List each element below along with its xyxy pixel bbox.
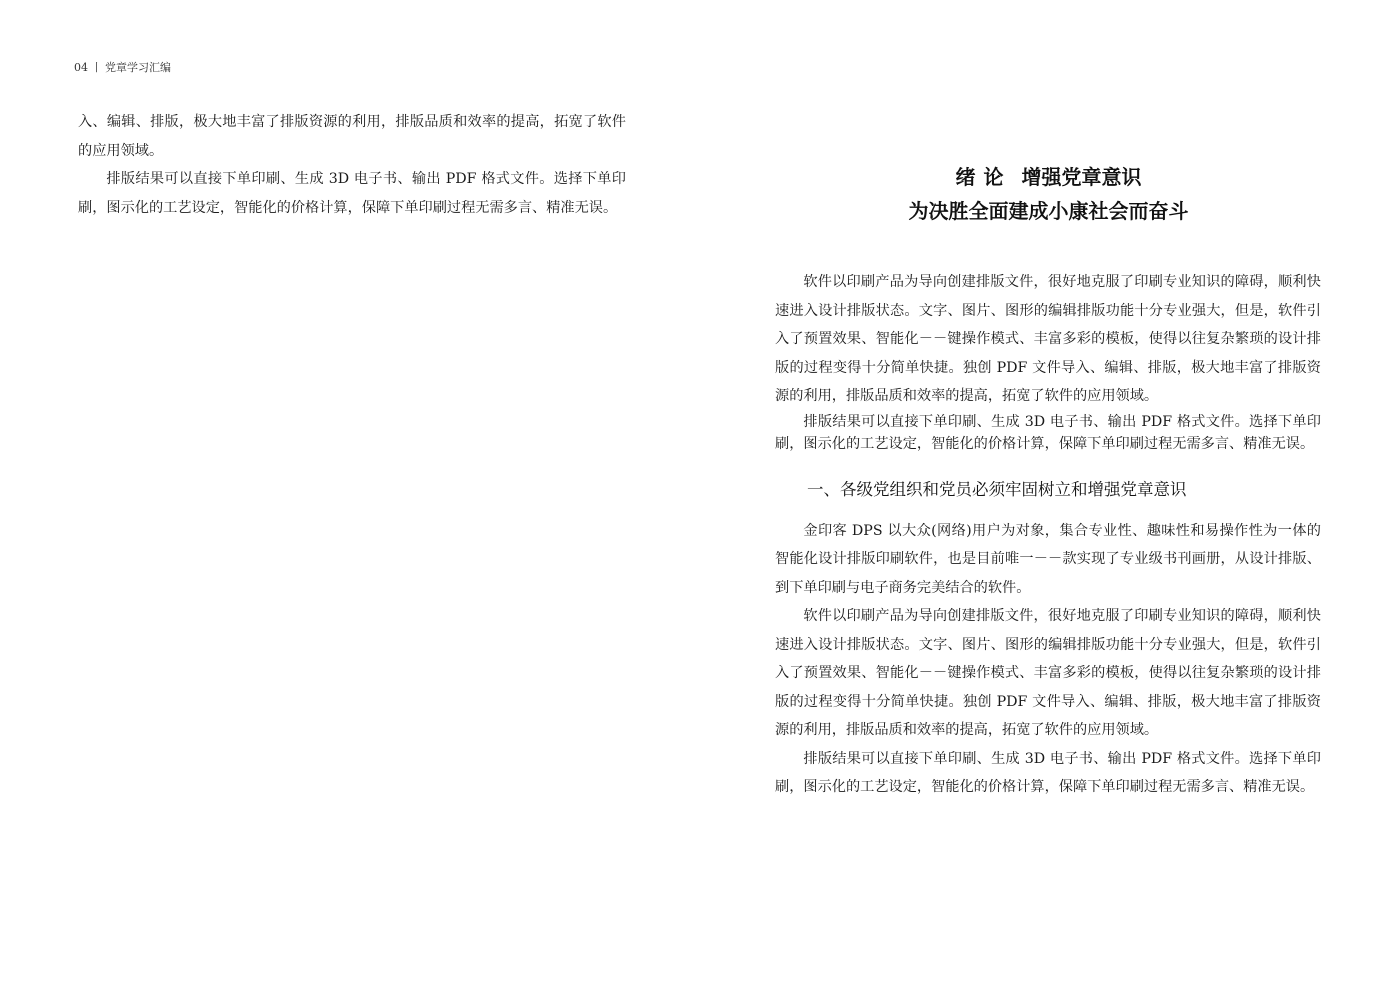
section-paragraph: 软件以印刷产品为导向创建排版文件，很好地克服了印刷专业知识的障碍，顺利快速进入设计排版状态。文字、图片、图形的编辑排版功能十分专业强大，但是，软件引入了预置效果、智能化－－键操作模式、丰富多彩的模板，使得以往复杂繁琐的设计排版的过程变得十分简单快捷。独创 PDF 文件导入、编辑、排版，极大地丰富了排版资源的利用，排版品质和效率的提高，拓宽了软件的应用领域。	[775, 608, 1321, 738]
chapter-subtitle: 为决胜全面建成小康社会而奋斗	[908, 199, 1189, 223]
intro-paragraph: 软件以印刷产品为导向创建排版文件，很好地克服了印刷专业知识的障碍，顺利快速进入设计排版状态。文字、图片、图形的编辑排版功能十分专业强大，但是，软件引入了预置效果、智能化－－键操作模式、丰富多彩的模板，使得以往复杂繁琐的设计排版的过程变得十分简单快捷。独创 PDF 文件导入、编辑、排版，极大地丰富了排版资源的利用，排版品质和效率的提高，拓宽了软件的应用领域。	[775, 274, 1321, 404]
header-separator: 丨	[91, 61, 102, 74]
chapter-title-line-1	[699, 160, 1398, 194]
running-header	[74, 60, 171, 76]
left-page-body	[78, 108, 626, 222]
section-paragraph: 金印客 DPS 以大众(网络)用户为对象，集合专业性、趣味性和易操作性为一体的智能化设计排版印刷软件，也是目前唯一－－款实现了专业级书刊画册，从设计排版、到下单印刷与电子商务完美结合的软件。	[775, 522, 1321, 596]
section-gap	[775, 455, 1321, 475]
chapter-title-main: 增强党章意识	[1021, 165, 1142, 189]
chapter-title	[699, 160, 1398, 228]
page-number: 04	[74, 61, 88, 74]
left-paragraph-continued: 入、编辑、排版，极大地丰富了排版资源的利用，排版品质和效率的提高，拓宽了软件的应用领域。	[78, 114, 626, 159]
section-heading: 一、各级党组织和党员必须牢固树立和增强党章意识	[807, 479, 1187, 499]
section-paragraph: 排版结果可以直接下单印刷、生成 3D 电子书、输出 PDF 格式文件。选择下单印刷，图示化的工艺设定，智能化的价格计算，保障下单印刷过程无需多言、精准无误。	[775, 750, 1321, 795]
chapter-label: 绪论	[955, 165, 1012, 189]
right-page	[699, 0, 1398, 982]
right-page-body	[775, 268, 1321, 802]
left-paragraph: 排版结果可以直接下单印刷、生成 3D 电子书、输出 PDF 格式文件。选择下单印刷，图示化的工艺设定，智能化的价格计算，保障下单印刷过程无需多言、精准无误。	[78, 171, 626, 216]
book-title: 党章学习汇编	[105, 61, 171, 74]
intro-paragraph: 排版结果可以直接下单印刷、生成 3D 电子书、输出 PDF 格式文件。选择下单印刷，图示化的工艺设定，智能化的价格计算，保障下单印刷过程无需多言、精准无误。	[775, 413, 1321, 452]
